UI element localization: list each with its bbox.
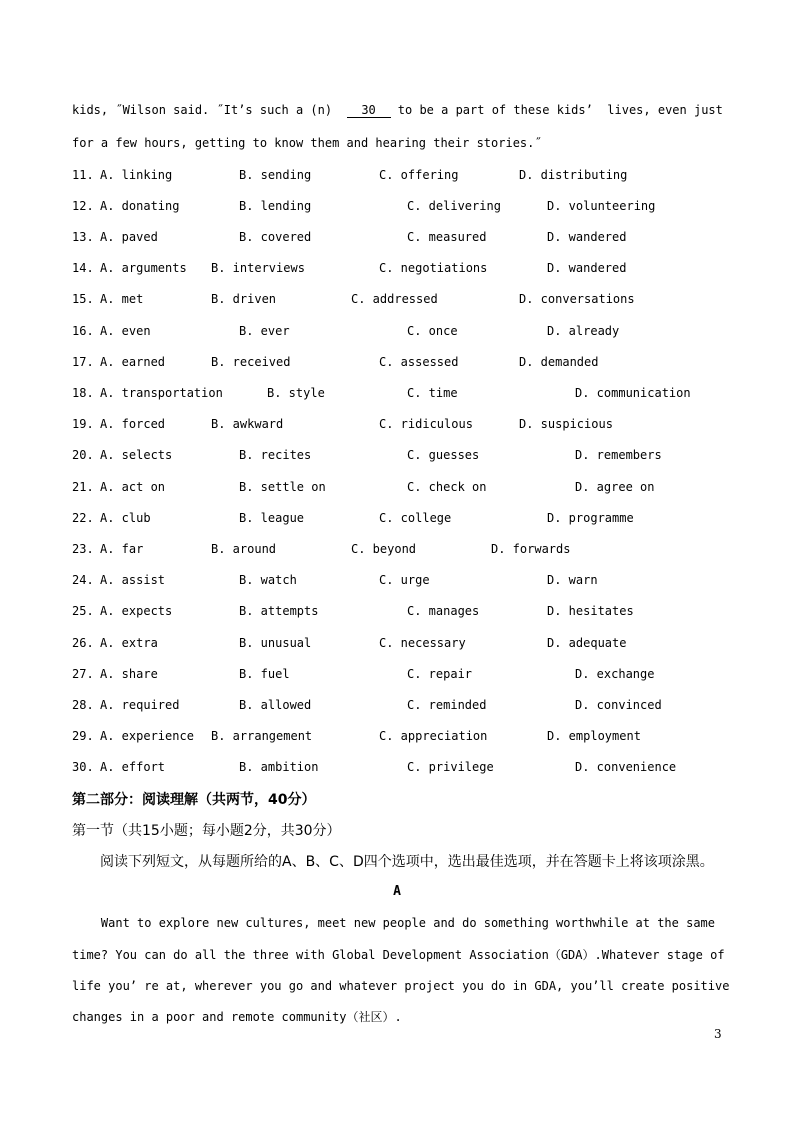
question-number: 24. <box>72 573 94 587</box>
option-b: B. recites <box>239 448 312 462</box>
section-heading: 第二部分：阅读理解（共两节，40分） <box>72 792 316 808</box>
option-b: B. arrangement <box>211 729 313 743</box>
option-b: B. style <box>267 386 325 400</box>
option-b: B. around <box>211 542 277 556</box>
option-c: C. necessary <box>379 636 466 650</box>
instructions: 阅读下列短文，从每题所给的A、B、C、D四个选项中，选出最佳选项，并在答题卡上将该项涂黑。 <box>100 854 714 870</box>
option-a: A. experience <box>100 729 194 743</box>
option-a: A. forced <box>100 417 166 431</box>
question-number: 26. <box>72 636 94 650</box>
option-b: B. attempts <box>239 604 319 618</box>
question-number: 17. <box>72 355 94 369</box>
option-b: B. fuel <box>239 667 290 681</box>
option-a: A. arguments <box>100 261 187 275</box>
option-b: B. allowed <box>239 698 312 712</box>
passage-line-4: changes in a poor and remote community（社区）. <box>72 1010 402 1024</box>
option-b: B. sending <box>239 168 312 182</box>
option-d: D. distributing <box>519 168 628 182</box>
question-number: 25. <box>72 604 94 618</box>
option-c: C. urge <box>379 573 430 587</box>
option-d: D. agree on <box>575 480 655 494</box>
option-a: A. far <box>100 542 144 556</box>
question-number: 28. <box>72 698 94 712</box>
option-a: A. even <box>100 324 151 338</box>
option-a: A. selects <box>100 448 173 462</box>
intro-line-2: for a few hours, getting to know them and hearing their stories.˝ <box>72 136 542 150</box>
option-a: A. met <box>100 292 144 306</box>
question-number: 11. <box>72 168 94 182</box>
question-number: 13. <box>72 230 94 244</box>
option-a: A. linking <box>100 168 173 182</box>
option-c: C. ridiculous <box>379 417 473 431</box>
option-a: A. paved <box>100 230 158 244</box>
option-c: C. check on <box>407 480 487 494</box>
option-c: C. privilege <box>407 760 494 774</box>
option-c: C. addressed <box>351 292 438 306</box>
option-c: C. negotiations <box>379 261 488 275</box>
question-row <box>72 355 722 371</box>
option-b: B. settle on <box>239 480 326 494</box>
question-number: 12. <box>72 199 94 213</box>
option-b: B. interviews <box>211 261 305 275</box>
answer-blank: 30 <box>347 103 391 118</box>
option-a: A. share <box>100 667 158 681</box>
option-c: C. manages <box>407 604 480 618</box>
option-d: D. already <box>547 324 620 338</box>
question-number: 27. <box>72 667 94 681</box>
option-a: A. extra <box>100 636 158 650</box>
option-a: A. expects <box>100 604 173 618</box>
option-b: B. lending <box>239 199 312 213</box>
option-c: C. guesses <box>407 448 480 462</box>
question-row <box>72 324 722 340</box>
question-number: 30. <box>72 760 94 774</box>
section-subheading: 第一节（共15小题；每小题2分，共30分） <box>72 823 341 839</box>
option-c: C. delivering <box>407 199 501 213</box>
question-row <box>72 729 722 745</box>
option-a: A. assist <box>100 573 166 587</box>
option-c: C. reminded <box>407 698 487 712</box>
option-a: A. act on <box>100 480 166 494</box>
option-d: D. suspicious <box>519 417 613 431</box>
option-d: D. convenience <box>575 760 677 774</box>
option-d: D. wandered <box>547 230 627 244</box>
question-row <box>72 292 722 308</box>
question-row <box>72 261 722 277</box>
option-d: D. exchange <box>575 667 655 681</box>
passage-line-2: time? You can do all the three with Global Development Association（GDA）.Whatever stage of <box>72 948 725 962</box>
option-a: A. effort <box>100 760 166 774</box>
question-number: 18. <box>72 386 94 400</box>
option-d: D. demanded <box>519 355 599 369</box>
passage-label: A <box>393 884 401 899</box>
option-d: D. hesitates <box>547 604 634 618</box>
option-b: B. covered <box>239 230 312 244</box>
option-b: B. driven <box>211 292 277 306</box>
intro-line-1 <box>72 103 723 118</box>
question-row <box>72 667 722 683</box>
intro-text-after: to be a part of these kids’ lives, even just <box>390 103 723 117</box>
question-row <box>72 573 722 589</box>
question-row <box>72 480 722 496</box>
option-d: D. warn <box>547 573 598 587</box>
question-number: 22. <box>72 511 94 525</box>
option-d: D. conversations <box>519 292 635 306</box>
option-a: A. earned <box>100 355 166 369</box>
option-b: B. awkward <box>211 417 284 431</box>
option-d: D. adequate <box>547 636 627 650</box>
option-c: C. repair <box>407 667 473 681</box>
question-number: 19. <box>72 417 94 431</box>
question-number: 29. <box>72 729 94 743</box>
option-a: A. required <box>100 698 180 712</box>
question-number: 15. <box>72 292 94 306</box>
passage-line-3: life you’ re at, wherever you go and whatever project you do in GDA, you’ll create positive <box>72 979 730 993</box>
question-number: 21. <box>72 480 94 494</box>
question-number: 14. <box>72 261 94 275</box>
question-row <box>72 604 722 620</box>
intro-text-before: kids, ˝Wilson said. ˝It’s such a (n) <box>72 103 347 117</box>
option-c: C. time <box>407 386 458 400</box>
question-number: 20. <box>72 448 94 462</box>
option-d: D. remembers <box>575 448 662 462</box>
option-b: B. ambition <box>239 760 319 774</box>
question-number: 23. <box>72 542 94 556</box>
question-row <box>72 448 722 464</box>
option-c: C. beyond <box>351 542 417 556</box>
option-b: B. received <box>211 355 291 369</box>
passage-line-1: Want to explore new cultures, meet new people and do something worthwhile at the same <box>72 916 715 930</box>
option-b: B. league <box>239 511 305 525</box>
question-row <box>72 542 722 558</box>
option-d: D. forwards <box>491 542 571 556</box>
option-d: D. communication <box>575 386 691 400</box>
page-number: 3 <box>714 1027 722 1041</box>
option-c: C. once <box>407 324 458 338</box>
option-c: C. appreciation <box>379 729 488 743</box>
option-c: C. assessed <box>379 355 459 369</box>
option-b: B. ever <box>239 324 290 338</box>
option-b: B. watch <box>239 573 297 587</box>
option-a: A. donating <box>100 199 180 213</box>
option-d: D. employment <box>547 729 641 743</box>
question-row <box>72 698 722 714</box>
option-a: A. club <box>100 511 151 525</box>
question-number: 16. <box>72 324 94 338</box>
question-row <box>72 168 722 184</box>
question-row <box>72 511 722 527</box>
option-d: D. programme <box>547 511 634 525</box>
question-row <box>72 386 722 402</box>
option-c: C. offering <box>379 168 459 182</box>
question-row <box>72 636 722 652</box>
option-d: D. convinced <box>575 698 662 712</box>
option-d: D. volunteering <box>547 199 656 213</box>
question-row <box>72 760 722 776</box>
option-a: A. transportation <box>100 386 223 400</box>
question-row <box>72 417 722 433</box>
option-c: C. measured <box>407 230 487 244</box>
option-c: C. college <box>379 511 452 525</box>
question-row <box>72 199 722 215</box>
option-d: D. wandered <box>547 261 627 275</box>
option-b: B. unusual <box>239 636 312 650</box>
question-row <box>72 230 722 246</box>
